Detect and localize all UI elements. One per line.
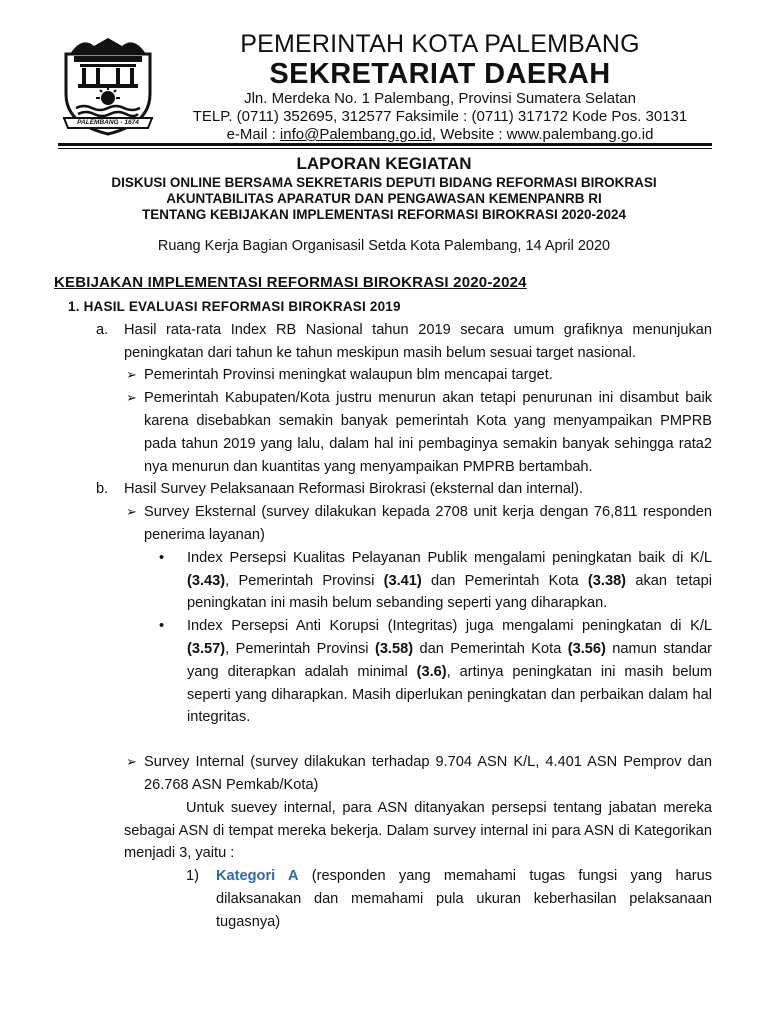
letterhead-rule-thick	[58, 143, 712, 146]
value-standar: (3.6)	[416, 663, 447, 680]
paragraph-survey-internal: Untuk suevey internal, para ASN ditanyakan persepsi tentang jabatan mereka sebagai ASN di tempat mereka bekerja. Dalam survey internal ini para ASN di Kategorikan menjadi 3, yaitu :	[124, 799, 712, 862]
document-body	[0, 296, 768, 934]
value-kl: (3.57)	[187, 640, 226, 657]
text-run: , artinya peningkatan ini masih belum seperti yang diharapkan. Masih diperlukan peningkatan dan perbaikan dalam hal integritas.	[187, 663, 712, 726]
kategori-a-label: Kategori A	[216, 868, 299, 885]
spacer	[0, 729, 768, 751]
contact-line	[160, 126, 720, 144]
item-a-text: Hasil rata-rata Index RB Nasional tahun 2019 secara umum grafiknya menunjukan peningkatan dari tahun ke tahun meskipun masih belum sesuai target nasional.	[124, 321, 712, 361]
arrow-bullet-icon: ➢	[126, 504, 137, 520]
address-line: Jln. Merdeka No. 1 Palembang, Provinsi Sumatera Selatan	[244, 90, 636, 107]
list-item-b	[96, 478, 712, 501]
arrow-bullet-icon: ➢	[126, 754, 137, 770]
logo-banner-text: PALEMBANG - 1674	[77, 119, 139, 126]
email-link[interactable]: info@Palembang.go.id	[279, 126, 432, 143]
email-label: e-Mail :	[226, 126, 280, 143]
report-heading	[40, 153, 728, 255]
value-kota: (3.38)	[587, 572, 627, 589]
text-run: dan Pemerintah Kota	[421, 572, 588, 589]
letterhead-rule-thin	[58, 148, 712, 149]
list-marker: b.	[96, 481, 109, 498]
number-marker: 1)	[186, 868, 199, 885]
text-run: dan Pemerintah Kota	[413, 640, 568, 657]
arrow-item-kabkota	[126, 387, 712, 478]
phone-line: TELP. (0711) 352695, 312577 Faksimile : (0711) 317172 Kode Pos. 30131	[192, 108, 688, 125]
list-marker: a.	[96, 321, 109, 338]
report-place-date: Ruang Kerja Bagian Organisasil Setda Kota Palembang, 14 April 2020	[157, 238, 611, 254]
arrow-bullet-icon: ➢	[126, 390, 137, 406]
arrow-bullet-icon: ➢	[126, 367, 137, 383]
item-b-text: Hasil Survey Pelaksanaan Reformasi Birokrasi (eksternal dan internal).	[124, 481, 584, 498]
report-title: LAPORAN KEGIATAN	[296, 154, 472, 173]
text-run: akan tetapi peningkatan ini masih belum sebanding seperti yang diharapkan.	[187, 572, 712, 612]
arrow-item-survey-eksternal	[126, 501, 712, 547]
bullet-item-anti-korupsi	[159, 615, 712, 729]
arrow-item-text: Survey Eksternal (survey dilakukan kepada 2708 unit kerja dengan 76,811 responden penerima layanan)	[144, 504, 712, 543]
text-run: Index Persepsi Kualitas Pelayanan Publik mengalami peningkatan baik di K/L	[187, 549, 712, 566]
numbered-item-kategori-a	[186, 865, 712, 933]
arrow-item-text: Pemerintah Provinsi meningkat walaupun blm mencapai target.	[144, 367, 553, 384]
report-subtitle-2: AKUNTABILITAS APARATUR DAN PENGAWASAN KEMENPANRB RI	[166, 191, 602, 206]
dept-name: SEKRETARIAT DAERAH	[269, 58, 611, 90]
text-run: , Pemerintah Provinsi	[225, 572, 384, 589]
bullet-icon: •	[159, 549, 165, 566]
kategori-a-text: (responden yang memahami tugas fungsi yang harus dilaksanakan dan memahami pula ukuran keberhasilan pelaksanaan tugasnya)	[216, 868, 712, 930]
list-item-a	[96, 319, 712, 365]
text-run: namun standar yang diterapkan adalah minimal	[187, 640, 712, 680]
section-title: KEBIJAKAN IMPLEMENTASI REFORMASI BIROKRASI 2020-2024	[54, 274, 527, 291]
arrow-item-text: Pemerintah Kabupaten/Kota justru menurun akan tetapi penurunan ini disambut baik karena disebabkan semakin banyak pemerintah Kota yang menyampaikan PMPRB pada tahun 2019 yang lalu, dalam hal ini pembaginya semakin banyak sehingga rata2 nya menurun dan kuantitas yang menyampaikan PMPRB bertambah.	[144, 390, 712, 475]
value-kota: (3.56)	[567, 640, 606, 657]
bullet-icon: •	[159, 618, 165, 635]
org-name: PEMERINTAH KOTA PALEMBANG	[240, 30, 640, 58]
website-text: , Website : www.palembang.go.id	[431, 126, 654, 143]
arrow-item-provinsi	[126, 364, 712, 387]
report-subtitle-3: TENTANG KEBIJAKAN IMPLEMENTASI REFORMASI BIROKRASI 2020-2024	[141, 207, 627, 222]
arrow-item-text: Survey Internal (survey dilakukan terhadap 9.704 ASN K/L, 4.401 ASN Pemprov dan 26.768 ASN Pemkab/Kota)	[144, 754, 712, 793]
bullet-item-pelayanan-publik	[159, 547, 712, 615]
arrow-item-survey-internal	[126, 751, 712, 797]
value-provinsi: (3.41)	[383, 572, 422, 589]
letterhead	[160, 30, 720, 144]
text-run: Index Persepsi Anti Korupsi (Integritas) juga mengalami peningkatan di K/L	[187, 618, 712, 635]
text-run: , Pemerintah Provinsi	[225, 640, 375, 657]
report-subtitle-1: DISKUSI ONLINE BERSAMA SEKRETARIS DEPUTI BIDANG REFORMASI BIROKRASI	[111, 175, 657, 190]
value-provinsi: (3.58)	[374, 640, 414, 657]
heading-hasil-evaluasi: 1. HASIL EVALUASI REFORMASI BIROKRASI 2019	[68, 299, 401, 314]
value-kl: (3.43)	[187, 572, 226, 589]
